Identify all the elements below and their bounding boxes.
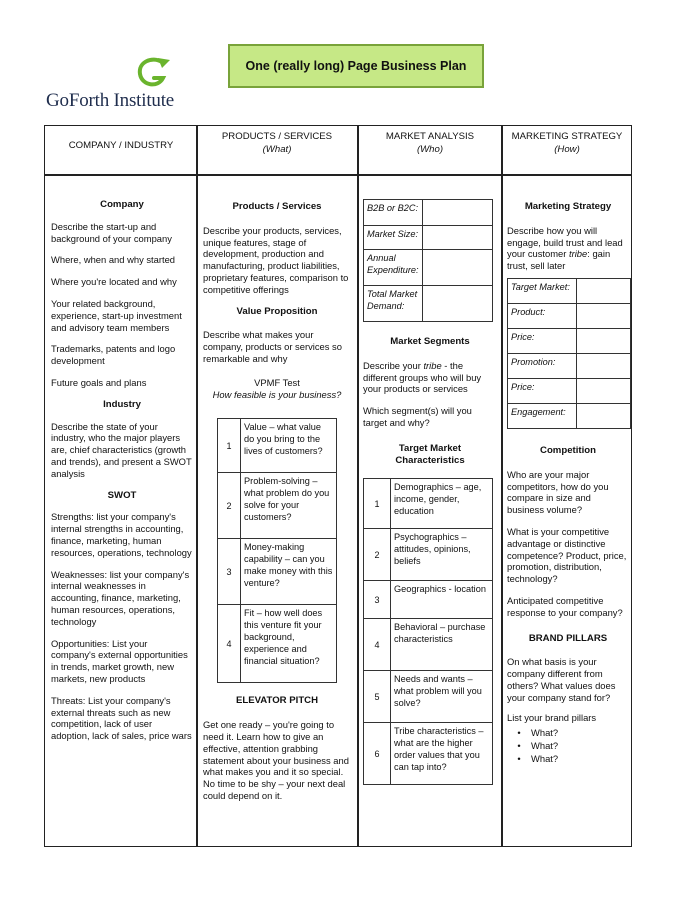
vpmf-row (218, 419, 337, 473)
target-row (364, 619, 493, 671)
market-fact-label: Total Market Demand: (364, 286, 423, 322)
marketing-mix-value[interactable] (577, 278, 631, 303)
column-subtitle: (Who) (416, 144, 444, 155)
marketing-mix-label: Target Market: (508, 278, 577, 303)
marketing-mix-label: Engagement: (508, 403, 577, 428)
market-fact-row (364, 250, 493, 286)
marketing-mix-label: Price: (508, 328, 577, 353)
target-market-table (363, 478, 493, 785)
column-header-products (198, 130, 356, 156)
market-fact-row (364, 226, 493, 250)
market-fact-row (364, 200, 493, 226)
brand-pillars-text: On what basis is your company different from others? What values does your company stand for? (507, 656, 616, 703)
vpmf-table (217, 418, 337, 683)
row-text: Demographics – age, income, gender, education (391, 479, 493, 529)
row-text: Fit – how well does this venture fit your background, experience and financial situation? (241, 605, 337, 683)
marketing-mix-row (508, 378, 631, 403)
logo-text: GoForth Institute (46, 90, 175, 111)
market-segments-text (363, 360, 497, 395)
competition-item: Anticipated competitive response to your company? (507, 594, 623, 618)
marketing-strategy-heading: Marketing Strategy (524, 201, 612, 212)
page-title: One (really long) Page Business Plan (228, 44, 484, 88)
row-text: Needs and wants – what problem will you solve? (391, 671, 493, 723)
swot-item: Opportunities: List your company's external opportunities in trends, market growth, new markets, new products (51, 637, 188, 684)
list-item (507, 753, 629, 765)
marketing-mix-row (508, 303, 631, 328)
target-row (364, 671, 493, 723)
market-segments-heading: Market Segments (390, 336, 470, 347)
competition-item: Who are your major competitors, how do you compare in size and business volume? (507, 468, 609, 516)
column-title: MARKETING STRATEGY (511, 131, 623, 142)
text-fragment: tribe (569, 248, 588, 260)
target-row (364, 479, 493, 529)
market-fact-row (364, 286, 493, 322)
vpmf-subtitle: How feasible is your business? (212, 388, 342, 400)
market-fact-value[interactable] (423, 200, 493, 226)
company-column (51, 199, 193, 752)
products-text: Describe your products, services, unique features, stage of development, production and manufacturing, product liabilities, proprietary features, comparison to competitive offerings (203, 224, 349, 295)
list-item (507, 740, 629, 752)
market-segments-question: Which segment(s) will you target and why? (363, 405, 472, 428)
company-item: Future goals and plans (51, 376, 147, 388)
row-number: 6 (364, 723, 391, 785)
list-item (507, 727, 629, 739)
row-number: 5 (364, 671, 391, 723)
column-header-marketing (503, 130, 631, 156)
column-title: PRODUCTS / SERVICES (221, 131, 333, 142)
bullet-icon: • (517, 752, 521, 764)
bullet-text: What? (531, 727, 559, 739)
brand-pillars-list (507, 727, 629, 764)
row-text: Money-making capability – can you make money with this venture? (241, 539, 337, 605)
row-number: 4 (218, 605, 241, 683)
competition-item: What is your competitive advantage or distinctive competence? Product, price, promotion, distribution, technology? (507, 525, 627, 585)
column-title: COMPANY / INDUSTRY (68, 140, 174, 151)
marketing-mix-label: Promotion: (508, 353, 577, 378)
products-heading: Products / Services (232, 201, 322, 212)
market-fact-value[interactable] (423, 286, 493, 322)
text-fragment: - the different groups who will buy your products or services (363, 359, 482, 395)
brand-pillars-heading: BRAND PILLARS (528, 632, 608, 644)
products-column (203, 201, 351, 812)
industry-heading: Industry (103, 398, 141, 410)
market-fact-value[interactable] (423, 250, 493, 286)
vpmf-row (218, 539, 337, 605)
row-text: Problem-solving – what problem do you solve for your customers? (241, 473, 337, 539)
column-header-market (359, 130, 501, 156)
text-fragment: tribe (423, 359, 442, 371)
swot-heading: SWOT (107, 489, 137, 501)
row-number: 1 (218, 419, 241, 473)
marketing-column (507, 201, 629, 766)
elevator-pitch-text: Get one ready – you're going to need it. Learn how to give an effective, attention grabbing statement about your business and what makes you and it so special. No time to be shy – your next deal could depend on it. (203, 719, 349, 801)
vpmf-row (218, 473, 337, 539)
marketing-mix-row (508, 278, 631, 303)
company-item: Your related background, experience, start-up investment and advisory team members (51, 297, 182, 333)
target-row (364, 723, 493, 785)
market-fact-value[interactable] (423, 226, 493, 250)
swot-item: Weaknesses: list your company's internal weaknesses in accounting, finance, marketing, human resources, operations, technology (51, 568, 190, 627)
column-subtitle: (How) (554, 144, 580, 155)
marketing-mix-value[interactable] (577, 328, 631, 353)
row-text: Psychographics – attitudes, opinions, beliefs (391, 529, 493, 581)
column-divider (501, 125, 503, 847)
marketing-mix-label: Price: (508, 378, 577, 403)
text-fragment: Describe your (363, 359, 424, 371)
row-text: Geographics - location (391, 581, 493, 619)
company-heading: Company (100, 199, 144, 210)
company-item: Trademarks, patents and logo development (51, 343, 176, 367)
column-divider (357, 125, 359, 847)
company-item: Describe the start-up and background of your company (51, 220, 172, 244)
row-number: 3 (364, 581, 391, 619)
row-number: 4 (364, 619, 391, 671)
marketing-mix-value[interactable] (577, 403, 631, 428)
swot-item: Threats: List your company's external threats such as new competition, lack of user adoption, lack of sales, price wars (51, 694, 192, 742)
header-divider (44, 174, 632, 176)
marketing-mix-table (507, 278, 631, 429)
vpmf-row (218, 605, 337, 683)
column-header-company (46, 139, 196, 152)
marketing-mix-row (508, 353, 631, 378)
competition-heading: Competition (540, 444, 596, 456)
row-number: 2 (364, 529, 391, 581)
column-divider (196, 125, 198, 847)
marketing-mix-label: Product: (508, 303, 577, 328)
marketing-mix-value[interactable] (577, 353, 631, 378)
bullet-text: What? (531, 752, 559, 764)
row-text: Behavioral – purchase characteristics (391, 619, 493, 671)
marketing-mix-value[interactable] (577, 303, 631, 328)
company-item: Where you're located and why (51, 276, 177, 288)
goforth-g-logo-icon (132, 54, 176, 94)
bullet-icon: • (517, 740, 521, 752)
marketing-strategy-text (507, 225, 629, 272)
value-proposition-text: Describe what makes your company, products or services so remarkable and why (203, 329, 342, 364)
column-subtitle: (What) (262, 144, 292, 155)
market-fact-label: Market Size: (364, 226, 423, 250)
industry-text: Describe the state of your industry, who the major players are, chief characteristics (growth and trends), and present a SWOT analysis (51, 420, 192, 479)
company-item: Where, when and why started (51, 254, 176, 266)
brand-pillars-intro: List your brand pillars (507, 711, 597, 723)
row-number: 2 (218, 473, 241, 539)
market-column (363, 199, 497, 785)
text-fragment: Describe how you will engage, build trust and lead your customer (507, 224, 623, 260)
market-facts-table (363, 199, 493, 322)
target-market-heading: Target Market Characteristics (395, 442, 465, 466)
bullet-icon: • (517, 727, 521, 739)
market-fact-label: Annual Expenditure: (364, 250, 423, 286)
row-text: Value – what value do you bring to the lives of customers? (241, 419, 337, 473)
column-title: MARKET ANALYSIS (385, 131, 475, 142)
marketing-mix-row (508, 328, 631, 353)
market-fact-label: B2B or B2C: (364, 200, 423, 226)
bullet-text: What? (531, 740, 559, 752)
target-row (364, 581, 493, 619)
value-proposition-heading: Value Proposition (236, 305, 318, 317)
text-fragment: : gain trust, sell later (507, 248, 611, 272)
swot-item: Strengths: list your company's internal strengths in accounting, finance, marketing, human resources, operations, technology (51, 511, 192, 558)
row-text: Tribe characteristics – what are the higher order values that you can tap into? (391, 723, 493, 785)
marketing-mix-row (508, 403, 631, 428)
marketing-mix-value[interactable] (577, 378, 631, 403)
row-number: 1 (364, 479, 391, 529)
elevator-pitch-heading: ELEVATOR PITCH (235, 695, 319, 707)
row-number: 3 (218, 539, 241, 605)
vpmf-title: VPMF Test (254, 376, 300, 388)
target-row (364, 529, 493, 581)
